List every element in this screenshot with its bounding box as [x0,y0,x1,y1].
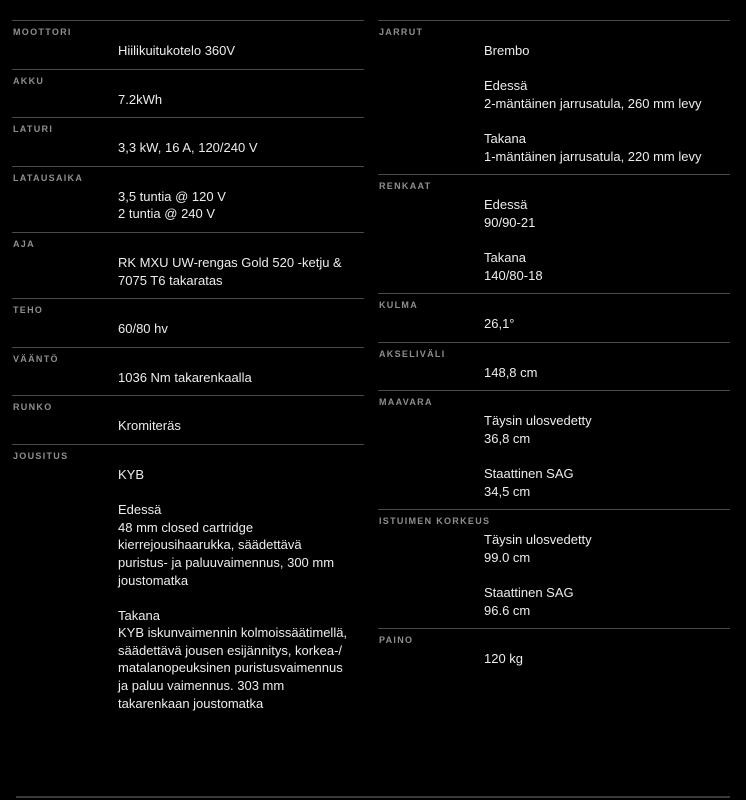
spec-value [484,650,730,668]
spec-label: AKSELIVÄLI [379,348,446,359]
spec-value-line: Takana [484,130,526,146]
spec-gap [118,484,364,502]
spec-value [118,42,364,60]
spec-label: MAAVARA [379,397,433,408]
spec-gap [484,231,730,249]
spec-value-line: 90/90-21 [484,214,536,230]
spec-value-line: 1-mäntäinen jarrusatula, 220 mm levy [484,148,702,164]
spec-value-line: ja paluu vaimennus. 303 mm [118,678,285,694]
spec-row-teho [12,298,364,347]
spec-row-jarrut [378,20,730,174]
spec-row-maavara [378,390,730,509]
spec-value-line: Kromiteräs [118,418,181,434]
spec-value-line: Edessä [484,197,528,213]
spec-value [118,188,364,223]
spec-row-latausaika [12,166,364,232]
spec-gap [118,589,364,607]
spec-value-line: säädettävä jousen esijännitys, korkea-/ [118,642,343,658]
spec-value [484,364,730,382]
spec-value-line: Edessä [484,78,528,94]
spec-value-line: 34,5 cm [484,483,531,499]
spec-label: TEHO [13,305,44,316]
spec-row-aja [12,232,364,298]
spec-value-line: 120 kg [484,651,524,667]
spec-value-line: puristus- ja paluuvaimennus, 300 mm [118,554,335,570]
spec-gap [484,60,730,78]
spec-value-line: 48 mm closed cartridge [118,519,254,535]
spec-value [484,412,730,500]
spec-value-line: 2-mäntäinen jarrusatula, 260 mm levy [484,95,702,111]
spec-value-line: 2 tuntia @ 240 V [118,206,216,222]
spec-value [484,531,730,619]
spec-value-line: Brembo [484,43,530,58]
spec-label: KULMA [379,300,418,311]
spec-value-line: kierrejousihaarukka, säädettävä [118,537,302,553]
spec-value-line: Täysin ulosvedetty [484,532,592,548]
spec-row-moottori [12,20,364,69]
spec-value [118,254,364,289]
spec-value-line: 3,3 kW, 16 A, 120/240 V [118,140,258,156]
spec-value [484,196,730,284]
spec-value [118,466,364,712]
spec-value-line: 7075 T6 takaratas [118,272,223,288]
spec-value-line: Takana [484,249,526,265]
spec-value-line: 1036 Nm takarenkaalla [118,369,252,385]
spec-row-kulma [378,293,730,342]
spec-row-renkaat [378,174,730,293]
spec-value [118,139,364,157]
spec-row-laturi [12,117,364,166]
spec-row-jousitus [12,444,364,721]
spec-label: LATAUSAIKA [13,172,84,183]
spec-value-line: matalanopeuksinen puristusvaimennus [118,660,343,676]
spec-value-line: 60/80 hv [118,321,168,337]
spec-value [118,417,364,435]
spec-value [118,369,364,387]
spec-value-line: 96.6 cm [484,602,531,618]
spec-row-vaanto [12,347,364,396]
spec-label: AJA [13,238,35,249]
specs-column-left [12,20,364,721]
spec-gap [484,566,730,584]
spec-value-line: Staattinen SAG [484,466,574,482]
spec-label: RENKAAT [379,181,432,192]
spec-value-line: KYB [118,466,145,482]
spec-value-line: 26,1° [484,316,515,332]
specs-column-right [378,20,730,677]
spec-label: RUNKO [13,402,53,413]
spec-label: VÄÄNTÖ [13,353,59,364]
spec-value-line: Täysin ulosvedetty [484,413,592,429]
spec-value-line: RK MXU UW-rengas Gold 520 -ketju & [118,254,342,270]
spec-value-line: 99.0 cm [484,549,531,565]
spec-gap [484,448,730,466]
spec-label: MOOTTORI [13,27,72,37]
spec-label: LATURI [13,124,54,135]
spec-label: ISTUIMEN KORKEUS [379,516,491,527]
spec-row-akku [12,69,364,118]
spec-value-line: joustomatka [118,572,189,588]
spec-row-runko [12,395,364,444]
spec-value-line: 36,8 cm [484,430,531,446]
spec-label: JARRUT [379,27,424,37]
spec-value-line: Takana [118,607,160,623]
spec-value-line: 3,5 tuntia @ 120 V [118,188,226,204]
spec-value-line: Hiilikuitukotelo 360V [118,43,236,58]
spec-value-line: takarenkaan joustomatka [118,695,264,711]
spec-value-line: Staattinen SAG [484,585,574,601]
spec-value [484,42,730,165]
spec-value [484,315,730,333]
spec-label: PAINO [379,635,414,646]
spec-value-line: 148,8 cm [484,364,538,380]
spec-value [118,320,364,338]
spec-value-line: 140/80-18 [484,267,543,283]
spec-gap [484,112,730,130]
spec-value-line: 7.2kWh [118,91,163,107]
spec-label: AKKU [13,75,45,86]
spec-value [118,91,364,109]
spec-row-paino [378,628,730,677]
spec-label: JOUSITUS [13,450,69,461]
spec-row-akselivali [378,342,730,391]
spec-value-line: KYB iskunvaimennin kolmoissäätimellä, [118,625,348,641]
spec-row-istuimen-korkeus [378,509,730,628]
bottom-divider [16,796,730,798]
spec-value-line: Edessä [118,502,162,518]
